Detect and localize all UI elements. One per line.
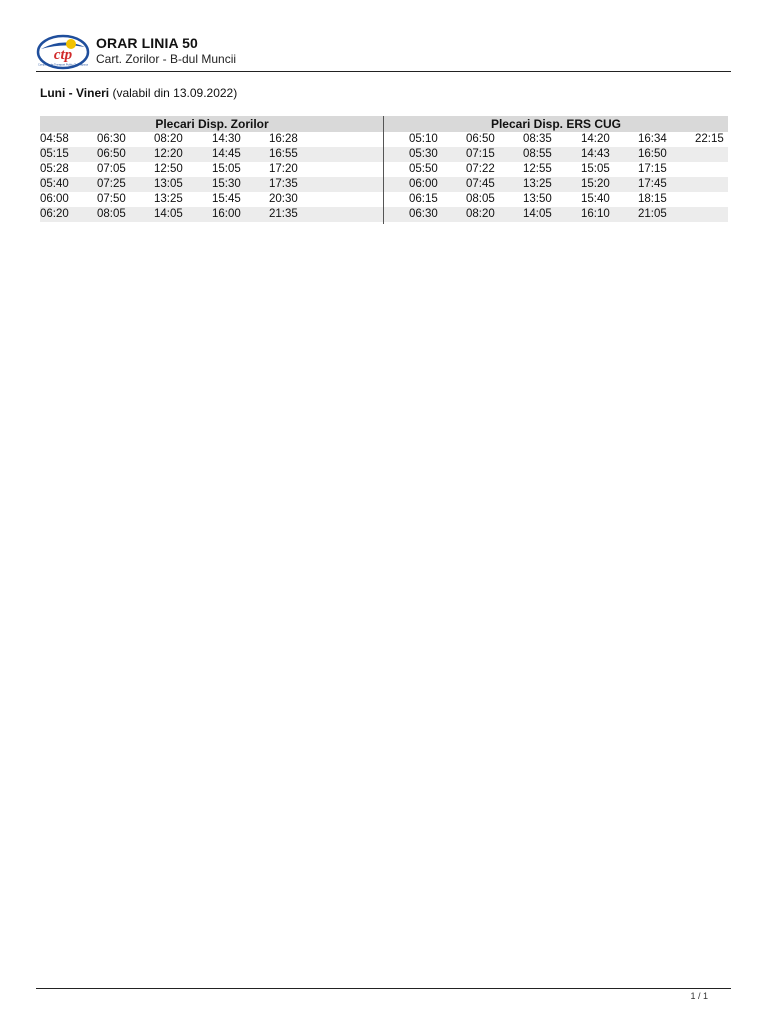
logo-text: ctp — [53, 47, 73, 63]
departure-time: 15:05 — [581, 163, 610, 175]
departure-time: 08:20 — [154, 133, 183, 145]
page-header — [36, 30, 731, 72]
departure-time: 20:30 — [269, 193, 298, 205]
departure-time: 13:25 — [154, 193, 183, 205]
departure-time: 13:05 — [154, 178, 183, 190]
departure-time: 07:45 — [466, 178, 495, 190]
departure-time: 21:35 — [269, 208, 298, 220]
departure-time: 06:50 — [97, 148, 126, 160]
departure-time: 06:50 — [466, 133, 495, 145]
departures-ers-cug — [384, 116, 728, 222]
departure-time: 16:10 — [581, 208, 610, 220]
departure-time: 05:30 — [409, 148, 438, 160]
departure-time: 21:05 — [638, 208, 667, 220]
schedule-validity: (valabil din 13.09.2022) — [112, 86, 238, 100]
departure-time: 18:15 — [638, 193, 667, 205]
departure-time: 17:35 — [269, 178, 298, 190]
departure-time: 06:00 — [409, 178, 438, 190]
zorilor-row — [40, 162, 384, 177]
zorilor-row — [40, 147, 384, 162]
departure-time: 15:40 — [581, 193, 610, 205]
departure-time: 08:05 — [466, 193, 495, 205]
departures-zorilor — [40, 116, 384, 222]
departure-time: 08:20 — [466, 208, 495, 220]
departure-time: 15:20 — [581, 178, 610, 190]
departure-time: 06:00 — [40, 193, 69, 205]
zorilor-row — [40, 177, 384, 192]
departure-time: 14:30 — [212, 133, 241, 145]
departure-time: 12:55 — [523, 163, 552, 175]
schedule-days: Luni - Vineri — [40, 86, 110, 100]
ers-cug-row — [384, 162, 728, 177]
departure-time: 07:05 — [97, 163, 126, 175]
departure-time: 12:20 — [154, 148, 183, 160]
departure-time: 16:50 — [638, 148, 667, 160]
departure-time: 12:50 — [154, 163, 183, 175]
departure-time: 17:45 — [638, 178, 667, 190]
departures-zorilor-heading: Plecari Disp. Zorilor — [40, 116, 384, 132]
departure-time: 16:00 — [212, 208, 241, 220]
departure-time: 06:15 — [409, 193, 438, 205]
departure-time: 13:25 — [523, 178, 552, 190]
footer-divider — [36, 988, 731, 989]
departure-time: 05:15 — [40, 148, 69, 160]
ctp-logo — [36, 33, 90, 71]
departure-time: 14:05 — [523, 208, 552, 220]
departures-ers-cug-heading: Plecari Disp. ERS CUG — [384, 116, 728, 132]
departure-time: 06:20 — [40, 208, 69, 220]
departure-time: 14:45 — [212, 148, 241, 160]
departure-time: 05:40 — [40, 178, 69, 190]
page-title: ORAR LINIA 50 — [96, 35, 198, 51]
zorilor-row — [40, 132, 384, 147]
departure-time: 16:34 — [638, 133, 667, 145]
departure-time: 05:10 — [409, 133, 438, 145]
departure-time: 14:20 — [581, 133, 610, 145]
page-number: 1 / 1 — [690, 991, 708, 1001]
departure-time: 05:50 — [409, 163, 438, 175]
zorilor-row — [40, 207, 384, 222]
departure-time: 15:30 — [212, 178, 241, 190]
departure-time: 07:15 — [466, 148, 495, 160]
departure-time: 17:15 — [638, 163, 667, 175]
departure-time: 04:58 — [40, 133, 69, 145]
departure-time: 14:43 — [581, 148, 610, 160]
logo-tagline: Compania de Transport Public Cluj-Napoca — [38, 63, 88, 67]
route-name: Cart. Zorilor - B-dul Muncii — [96, 52, 237, 66]
departure-time: 08:35 — [523, 133, 552, 145]
departure-time: 08:05 — [97, 208, 126, 220]
departure-time: 16:28 — [269, 133, 298, 145]
departure-time: 15:05 — [212, 163, 241, 175]
departure-time: 13:50 — [523, 193, 552, 205]
departure-time: 06:30 — [97, 133, 126, 145]
departure-time: 07:25 — [97, 178, 126, 190]
departure-time: 08:55 — [523, 148, 552, 160]
departure-time: 07:50 — [97, 193, 126, 205]
ers-cug-row — [384, 177, 728, 192]
ers-cug-row — [384, 207, 728, 222]
departure-time: 15:45 — [212, 193, 241, 205]
ers-cug-row — [384, 132, 728, 147]
departure-time: 06:30 — [409, 208, 438, 220]
departure-time: 16:55 — [269, 148, 298, 160]
departure-time: 17:20 — [269, 163, 298, 175]
ers-cug-row — [384, 147, 728, 162]
departure-time: 07:22 — [466, 163, 495, 175]
departure-time: 14:05 — [154, 208, 183, 220]
header-divider — [36, 71, 731, 72]
departure-time: 05:28 — [40, 163, 69, 175]
departure-time: 22:15 — [695, 133, 724, 145]
zorilor-row — [40, 192, 384, 207]
schedule-period — [40, 86, 237, 100]
ers-cug-row — [384, 192, 728, 207]
